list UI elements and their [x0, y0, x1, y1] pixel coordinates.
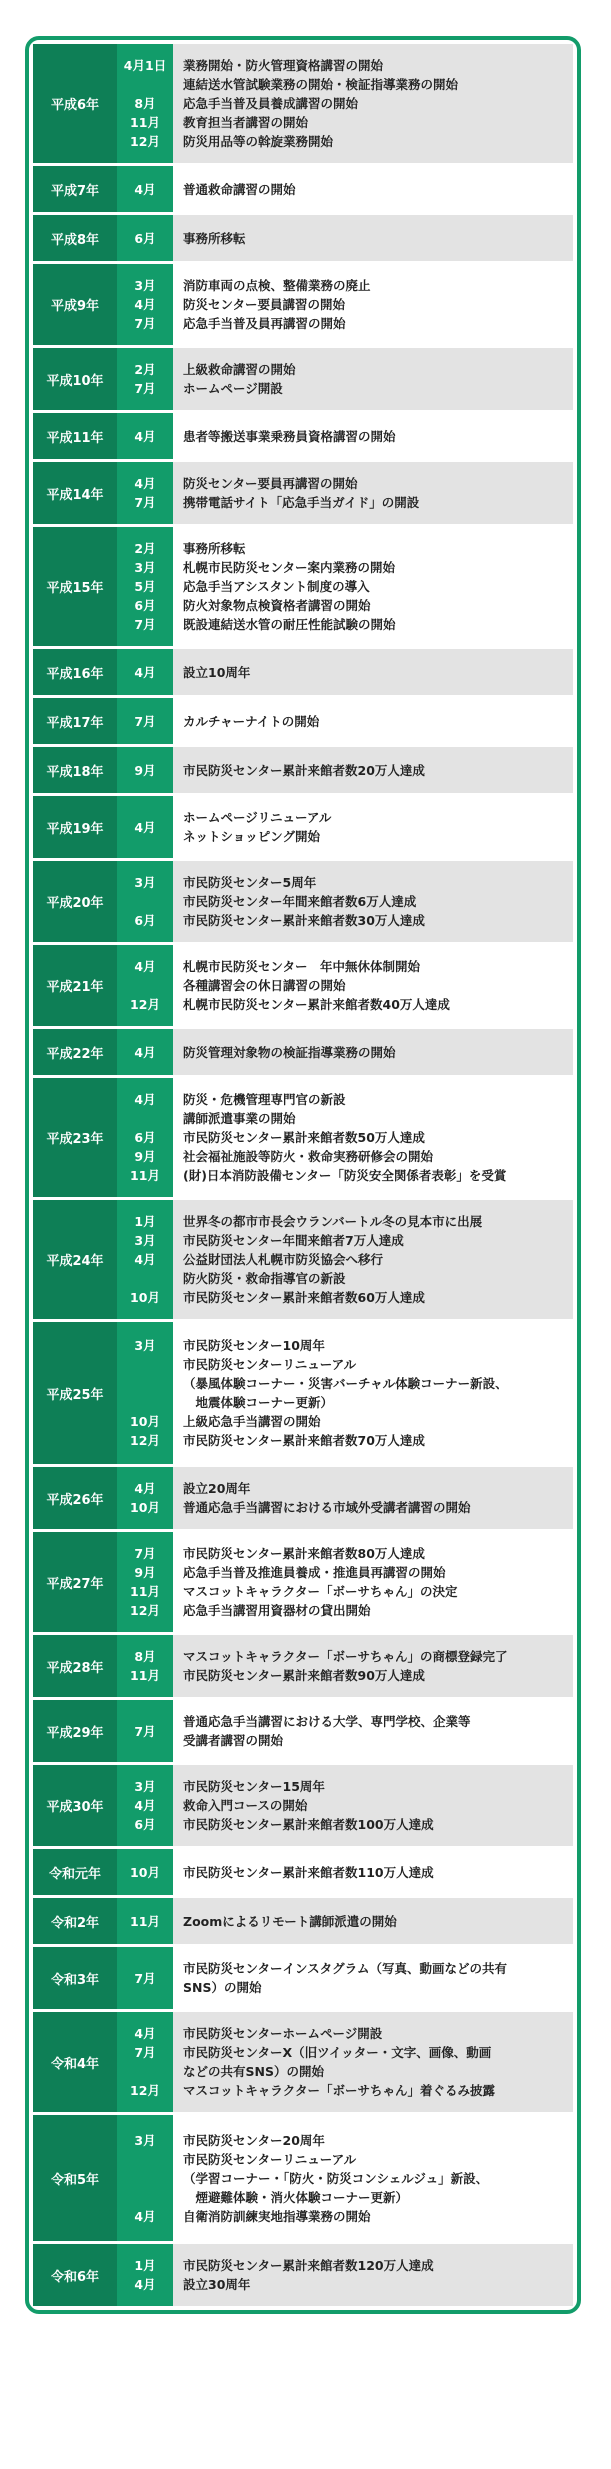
- timeline-row: [33, 1898, 573, 1944]
- event-text: 連結送水管試験業務の開始・検証指導業務の開始: [183, 77, 459, 92]
- event-text: 市民防災センター累計来館者数120万人達成: [183, 2258, 434, 2273]
- month-label: 11月: [130, 115, 160, 130]
- event-column: [173, 747, 573, 793]
- event-text: 市民防災センター5周年: [183, 875, 317, 890]
- era-label: 平成20年: [33, 861, 117, 942]
- month-label: [117, 2188, 173, 2207]
- era-label: 平成7年: [33, 166, 117, 212]
- event-text: ホームページ開設: [183, 381, 283, 396]
- event-column: [173, 1849, 573, 1895]
- timeline-row: [33, 215, 573, 261]
- era-label: 平成14年: [33, 462, 117, 524]
- month-column: [117, 215, 173, 261]
- month-label: 4月: [134, 1252, 156, 1267]
- event-text: 市民防災センター累計来館者数80万人達成: [183, 1546, 425, 1561]
- month-label: 10月: [130, 1500, 160, 1515]
- month-column: [117, 649, 173, 695]
- month-label: 4月: [134, 1092, 156, 1107]
- event-text: 社会福祉施設等防火・救命実務研修会の開始: [183, 1149, 434, 1164]
- event-column: [173, 2115, 573, 2241]
- month-column: [117, 1635, 173, 1697]
- month-label: 7月: [134, 617, 156, 632]
- era-label: 平成19年: [33, 796, 117, 858]
- month-column: [117, 1029, 173, 1075]
- era-label: 平成6年: [33, 44, 117, 163]
- month-label: 12月: [130, 1603, 160, 1618]
- month-column: [117, 796, 173, 858]
- era-label: 平成10年: [33, 348, 117, 410]
- month-label: 6月: [134, 1817, 156, 1832]
- month-column: [117, 44, 173, 163]
- timeline-row: [33, 1765, 573, 1846]
- event-text: 受講者講習の開始: [183, 1733, 284, 1748]
- timeline-row: [33, 1849, 573, 1895]
- timeline-row: [33, 698, 573, 744]
- era-label: 平成27年: [33, 1532, 117, 1632]
- event-column: [173, 44, 573, 163]
- event-column: [173, 348, 573, 410]
- timeline-row: [33, 1029, 573, 1075]
- event-column: [173, 527, 573, 646]
- era-label: 平成11年: [33, 413, 117, 459]
- month-column: [117, 527, 173, 646]
- event-text: 市民防災センターX（旧ツイッター・文字、画像、動画: [183, 2045, 492, 2060]
- event-text: 防火防災・救命指導官の新設: [183, 1271, 346, 1286]
- timeline-row: [33, 413, 573, 459]
- month-label: 7月: [134, 316, 156, 331]
- month-column: [117, 698, 173, 744]
- era-label: 平成17年: [33, 698, 117, 744]
- event-text: 各種講習会の休日講習の開始: [183, 978, 346, 993]
- month-column: [117, 166, 173, 212]
- event-text: などの共有SNS）の開始: [183, 2064, 324, 2079]
- era-label: 平成21年: [33, 945, 117, 1026]
- timeline-row: [33, 264, 573, 345]
- event-text: 防火対象物点検資格者講習の開始: [183, 598, 371, 613]
- month-column: [117, 1700, 173, 1762]
- month-column: [117, 2115, 173, 2241]
- timeline-row: [33, 945, 573, 1026]
- era-label: 平成22年: [33, 1029, 117, 1075]
- event-text: 市民防災センターインスタグラム（写真、動画などの共有: [183, 1961, 508, 1976]
- event-text: 公益財団法人札幌市防災協会へ移行: [183, 1252, 384, 1267]
- timeline-row: [33, 348, 573, 410]
- timeline-row: [33, 1322, 573, 1464]
- event-text: 市民防災センター年間来館者数6万人達成: [183, 894, 417, 909]
- timeline-row: [33, 861, 573, 942]
- month-label: 4月: [134, 664, 156, 680]
- month-column: [117, 1765, 173, 1846]
- event-text: 市民防災センター累計来館者数100万人達成: [183, 1817, 434, 1832]
- era-label: 令和6年: [33, 2244, 117, 2306]
- era-label: 令和2年: [33, 1898, 117, 1944]
- era-label: 平成29年: [33, 1700, 117, 1762]
- timeline-row: [33, 462, 573, 524]
- month-label: [117, 75, 173, 94]
- event-text: 市民防災センターリニューアル: [183, 1357, 357, 1372]
- era-label: 平成26年: [33, 1467, 117, 1529]
- month-label: 4月: [134, 476, 156, 491]
- era-label: 平成18年: [33, 747, 117, 793]
- month-column: [117, 861, 173, 942]
- event-text: 世界冬の都市市長会ウランバートル冬の見本市に出展: [183, 1214, 483, 1229]
- era-label: 平成24年: [33, 1200, 117, 1319]
- month-label: 6月: [134, 598, 156, 613]
- era-label: 平成25年: [33, 1322, 117, 1464]
- month-label: 8月: [134, 1649, 156, 1664]
- month-label: 1月: [134, 2258, 156, 2273]
- event-text: 救命入門コースの開始: [183, 1798, 308, 1813]
- event-text: 防災・危機管理専門官の新設: [183, 1092, 346, 1107]
- event-column: [173, 945, 573, 1026]
- event-text: 上級応急手当講習の開始: [183, 1414, 321, 1429]
- month-label: 4月: [134, 181, 156, 197]
- event-text: 上級救命講習の開始: [183, 362, 296, 377]
- event-column: [173, 649, 573, 695]
- event-column: [173, 1635, 573, 1697]
- month-label: 7月: [134, 1723, 156, 1739]
- event-text: 患者等搬送事業乗務員資格講習の開始: [183, 428, 396, 444]
- event-text: 設立30周年: [183, 2277, 251, 2292]
- event-column: [173, 1467, 573, 1529]
- month-column: [117, 348, 173, 410]
- month-column: [117, 1898, 173, 1944]
- month-label: 12月: [130, 2083, 160, 2098]
- timeline-row: [33, 166, 573, 212]
- month-label: 3月: [134, 875, 156, 890]
- month-label: 10月: [130, 1414, 160, 1429]
- month-label: [117, 1109, 173, 1128]
- month-label: [117, 1393, 173, 1412]
- event-column: [173, 861, 573, 942]
- month-label: 7月: [134, 713, 156, 729]
- month-label: 12月: [130, 997, 160, 1012]
- month-label: 3月: [134, 1779, 156, 1794]
- month-label: 4月: [134, 1798, 156, 1813]
- month-label: 4月: [134, 1044, 156, 1060]
- event-text: 市民防災センター20周年: [183, 2132, 325, 2148]
- month-label: [117, 2062, 173, 2081]
- timeline-frame: [25, 36, 581, 2314]
- month-label: [117, 1269, 173, 1288]
- event-column: [173, 1947, 573, 2009]
- event-text: 教育担当者講習の開始: [183, 115, 309, 130]
- event-text: 市民防災センター年間来館者7万人達成: [183, 1233, 404, 1248]
- timeline-row: [33, 747, 573, 793]
- month-label: 9月: [134, 1565, 156, 1580]
- month-column: [117, 462, 173, 524]
- event-text: カルチャーナイトの開始: [183, 713, 320, 729]
- timeline-row: [33, 2012, 573, 2112]
- event-column: [173, 413, 573, 459]
- event-text: 設立20周年: [183, 1481, 251, 1496]
- timeline-row: [33, 1078, 573, 1197]
- event-text: 講師派遣事業の開始: [183, 1111, 296, 1126]
- era-label: 令和元年: [33, 1849, 117, 1895]
- timeline-row: [33, 1635, 573, 1697]
- month-label: 5月: [134, 579, 156, 594]
- month-label: 6月: [134, 230, 156, 246]
- event-text: 業務開始・防火管理資格講習の開始: [183, 58, 384, 73]
- event-text: 市民防災センター累計来館者数70万人達成: [183, 1433, 425, 1448]
- month-label: 3月: [134, 1233, 156, 1248]
- event-text: 市民防災センターホームページ開設: [183, 2026, 383, 2041]
- event-text: マスコットキャラクター「ボーサちゃん」の商標登録完了: [183, 1649, 508, 1664]
- month-column: [117, 1467, 173, 1529]
- event-text: 事務所移転: [183, 541, 246, 556]
- event-text: 煙避難体験・消火体験コーナー更新）: [183, 2189, 409, 2205]
- event-text: 市民防災センターリニューアル: [183, 2151, 357, 2167]
- event-text: 普通救命講習の開始: [183, 181, 296, 197]
- event-column: [173, 1765, 573, 1846]
- event-text: 普通応急手当講習における大学、専門学校、企業等: [183, 1714, 471, 1729]
- event-text: 応急手当講習用資器材の貸出開始: [183, 1603, 371, 1618]
- event-text: 札幌市民防災センター累計来館者数40万人達成: [183, 997, 450, 1012]
- event-text: 札幌市民防災センター 年中無休体制開始: [183, 959, 421, 974]
- month-label: 1月: [134, 1214, 156, 1229]
- timeline-row: [33, 1467, 573, 1529]
- month-label: 12月: [130, 134, 160, 149]
- timeline-row: [33, 1532, 573, 1632]
- month-label: 3月: [134, 560, 156, 575]
- event-text: 地震体験コーナー更新）: [183, 1395, 334, 1410]
- era-label: 平成30年: [33, 1765, 117, 1846]
- event-column: [173, 462, 573, 524]
- month-column: [117, 1200, 173, 1319]
- era-label: 令和5年: [33, 2115, 117, 2241]
- event-text: Zoomによるリモート講師派遣の開始: [183, 1913, 397, 1929]
- event-column: [173, 264, 573, 345]
- event-text: (財)日本消防設備センター「防災安全関係者表彰」を受賞: [183, 1168, 507, 1183]
- event-text: マスコットキャラクター「ボーサちゃん」着ぐるみ披露: [183, 2083, 496, 2098]
- era-label: 平成16年: [33, 649, 117, 695]
- month-column: [117, 1078, 173, 1197]
- era-label: 平成28年: [33, 1635, 117, 1697]
- month-label: 4月: [134, 1481, 156, 1496]
- event-text: 設立10周年: [183, 664, 251, 680]
- month-label: 9月: [134, 1149, 156, 1164]
- month-label: [117, 2169, 173, 2188]
- event-column: [173, 2244, 573, 2306]
- month-column: [117, 1947, 173, 2009]
- month-label: 4月: [134, 2277, 156, 2292]
- month-label: 4月: [134, 2026, 156, 2041]
- event-text: 防災管理対象物の検証指導業務の開始: [183, 1044, 396, 1060]
- month-label: 7月: [134, 381, 156, 396]
- month-label: 10月: [130, 1864, 160, 1880]
- month-column: [117, 1322, 173, 1464]
- month-label: 7月: [134, 2045, 156, 2060]
- event-text: （学習コーナー・「防火・防災コンシェルジュ」新設、: [183, 2170, 489, 2186]
- month-label: 8月: [134, 96, 156, 111]
- month-column: [117, 413, 173, 459]
- era-label: 平成9年: [33, 264, 117, 345]
- event-text: （暴風体験コーナー・災害バーチャル体験コーナー新設、: [183, 1376, 508, 1391]
- event-text: 携帯電話サイト「応急手当ガイド」の開設: [183, 495, 420, 510]
- month-label: 6月: [134, 1130, 156, 1145]
- month-column: [117, 945, 173, 1026]
- event-column: [173, 1200, 573, 1319]
- timeline-row: [33, 44, 573, 163]
- month-column: [117, 2244, 173, 2306]
- month-label: 3月: [134, 278, 156, 293]
- timeline-row: [33, 2244, 573, 2306]
- month-label: 3月: [134, 2132, 156, 2148]
- timeline-row: [33, 1947, 573, 2009]
- timeline-row: [33, 1700, 573, 1762]
- event-text: ネットショッピング開始: [183, 829, 321, 844]
- month-label: 3月: [134, 1338, 156, 1353]
- month-label: [117, 1355, 173, 1374]
- event-text: 応急手当普及員養成講習の開始: [183, 96, 359, 111]
- month-column: [117, 2012, 173, 2112]
- month-label: 6月: [134, 913, 156, 928]
- timeline-row: [33, 2115, 573, 2241]
- month-label: [117, 892, 173, 911]
- month-label: 4月: [134, 428, 156, 444]
- event-text: 応急手当普及員再講習の開始: [183, 316, 346, 331]
- month-label: 10月: [130, 1290, 160, 1305]
- event-text: 消防車両の点検、整備業務の廃止: [183, 278, 371, 293]
- event-text: 応急手当普及推進員養成・推進員再講習の開始: [183, 1565, 446, 1580]
- timeline-row: [33, 796, 573, 858]
- event-column: [173, 166, 573, 212]
- timeline-row: [33, 527, 573, 646]
- month-label: 4月: [134, 959, 156, 974]
- month-label: 4月1日: [123, 58, 167, 73]
- event-text: マスコットキャラクター「ボーサちゃん」の決定: [183, 1584, 458, 1599]
- month-label: 9月: [134, 762, 156, 778]
- month-label: 4月: [134, 297, 156, 312]
- month-label: 11月: [130, 1584, 160, 1599]
- month-label: 11月: [130, 1913, 160, 1929]
- event-text: 市民防災センター累計来館者数20万人達成: [183, 762, 425, 778]
- event-column: [173, 1898, 573, 1944]
- event-text: 市民防災センター累計来館者数90万人達成: [183, 1668, 425, 1683]
- event-text: 市民防災センター累計来館者数110万人達成: [183, 1864, 434, 1880]
- month-column: [117, 264, 173, 345]
- month-label: 4月: [134, 2208, 156, 2224]
- month-label: 11月: [130, 1168, 160, 1183]
- era-label: 平成23年: [33, 1078, 117, 1197]
- event-text: 防災センター要員再講習の開始: [183, 476, 358, 491]
- event-column: [173, 215, 573, 261]
- month-column: [117, 1849, 173, 1895]
- event-column: [173, 1532, 573, 1632]
- month-label: 7月: [134, 1546, 156, 1561]
- event-column: [173, 2012, 573, 2112]
- month-label: 4月: [134, 819, 156, 835]
- era-label: 令和4年: [33, 2012, 117, 2112]
- month-column: [117, 1532, 173, 1632]
- event-text: 応急手当アシスタント制度の導入: [183, 579, 370, 594]
- event-text: 市民防災センター累計来館者数50万人達成: [183, 1130, 425, 1145]
- event-text: 市民防災センター15周年: [183, 1779, 325, 1794]
- event-column: [173, 1700, 573, 1762]
- event-text: 防災センター要員講習の開始: [183, 297, 346, 312]
- event-text: 市民防災センター累計来館者数30万人達成: [183, 913, 425, 928]
- event-text: 普通応急手当講習における市域外受講者講習の開始: [183, 1500, 471, 1515]
- era-label: 平成8年: [33, 215, 117, 261]
- month-label: 7月: [134, 495, 156, 510]
- event-text: ホームページリニューアル: [183, 810, 332, 825]
- month-column: [117, 747, 173, 793]
- month-label: 2月: [134, 541, 156, 556]
- event-column: [173, 1322, 573, 1464]
- event-text: 既設連結送水管の耐圧性能試験の開始: [183, 617, 396, 632]
- month-label: 11月: [130, 1668, 160, 1683]
- month-label: [117, 1374, 173, 1393]
- era-label: 平成15年: [33, 527, 117, 646]
- event-text: SNS）の開始: [183, 1980, 262, 1995]
- event-text: 防災用品等の斡旋業務開始: [183, 134, 334, 149]
- event-text: 事務所移転: [183, 230, 246, 246]
- event-column: [173, 698, 573, 744]
- month-label: 2月: [134, 362, 156, 377]
- event-column: [173, 796, 573, 858]
- event-column: [173, 1078, 573, 1197]
- era-label: 令和3年: [33, 1947, 117, 2009]
- month-label: [117, 2150, 173, 2169]
- event-text: 自衛消防訓練実地指導業務の開始: [183, 2208, 371, 2224]
- event-text: 市民防災センター累計来館者数60万人達成: [183, 1290, 425, 1305]
- event-text: 札幌市民防災センター案内業務の開始: [183, 560, 396, 575]
- month-label: 7月: [134, 1970, 156, 1986]
- event-text: 市民防災センター10周年: [183, 1338, 325, 1353]
- timeline-row: [33, 1200, 573, 1319]
- timeline-row: [33, 649, 573, 695]
- event-column: [173, 1029, 573, 1075]
- month-label: [117, 976, 173, 995]
- month-label: 12月: [130, 1433, 160, 1448]
